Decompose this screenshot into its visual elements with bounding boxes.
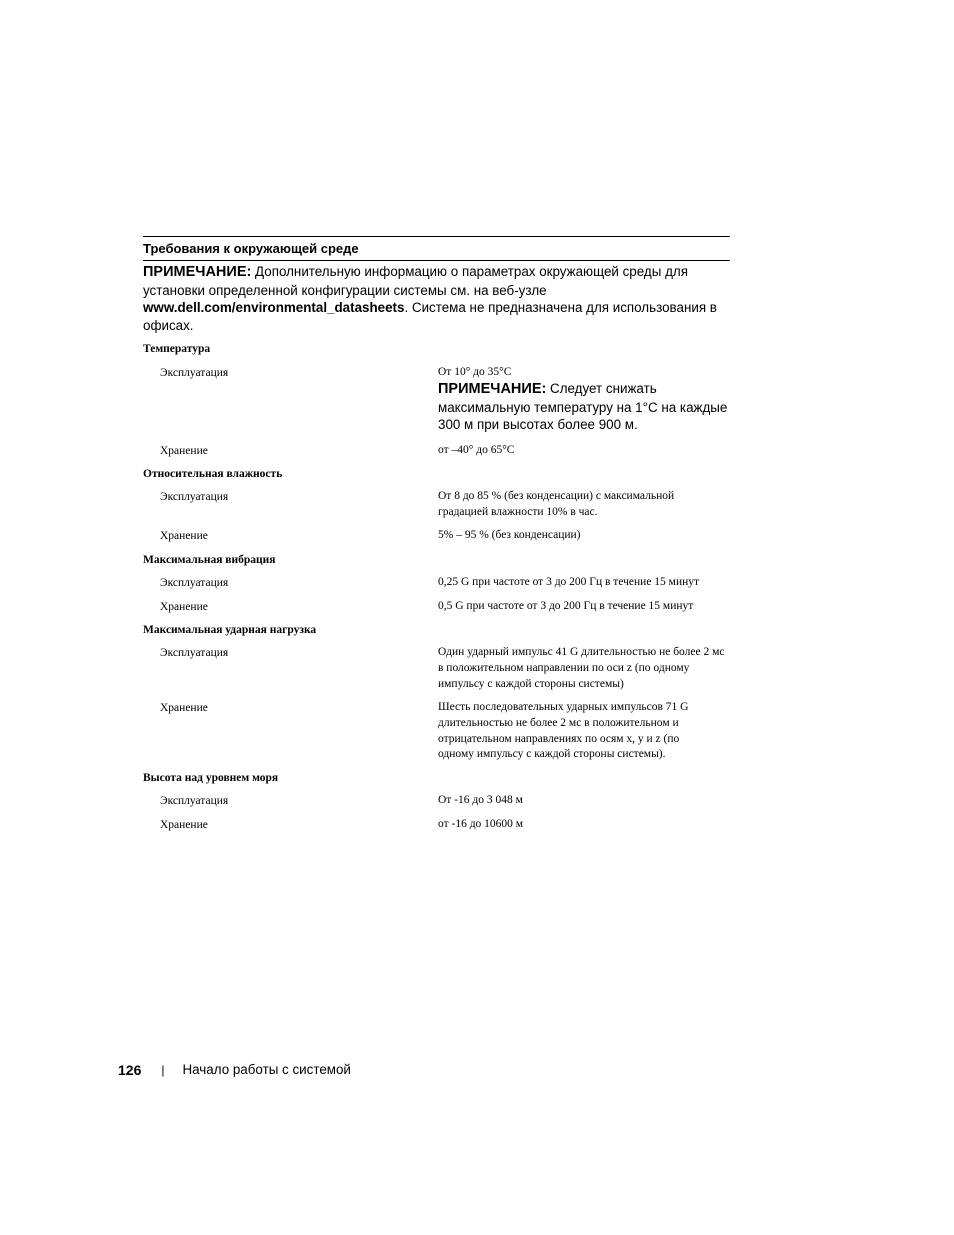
footer-separator: | — [161, 1063, 165, 1077]
row-value-vibration-storage: 0,5 G при частоте от 3 до 200 Гц в течение 15 минут — [438, 600, 694, 612]
row-value-temperature-storage: от –40° до 65°C — [438, 444, 515, 456]
row-label-storage: Хранение — [160, 702, 208, 714]
row-value-humidity-storage: 5% – 95 % (без конденсации) — [438, 529, 581, 541]
row-label-storage: Хранение — [160, 445, 208, 457]
chapter-title: Начало работы с системой — [182, 1062, 351, 1077]
section-heading-humidity: Относительная влажность — [143, 468, 283, 480]
page-footer — [118, 1061, 351, 1079]
section-heading-vibration: Максимальная вибрация — [143, 554, 276, 566]
note-text-after: . Система не предназначена для использования в офисах. — [143, 300, 717, 333]
row-value-altitude-operation: От -16 до 3 048 м — [438, 794, 523, 806]
row-label-storage: Хранение — [160, 530, 208, 542]
table-title: Требования к окружающей среде — [143, 237, 730, 261]
row-label-operation: Эксплуатация — [160, 577, 229, 589]
environment-note — [143, 263, 733, 334]
table-header — [143, 236, 730, 261]
note-text: Дополнительную информацию о параметрах окружающей среды для установки определенной конфигурации системы см. на веб-узле — [143, 264, 688, 298]
row-label-storage: Хранение — [160, 601, 208, 613]
row-value-shock-operation: Один ударный импульс 41 G длительностью не более 2 мс в положительном направлении по оси z (по одному импульсу с каждой стороны системы) — [438, 646, 725, 690]
temperature-note-label: ПРИМЕЧАНИЕ: — [438, 381, 547, 397]
page-number: 126 — [118, 1062, 142, 1078]
temperature-note — [438, 380, 728, 434]
row-label-operation: Эксплуатация — [160, 367, 229, 379]
row-value-vibration-operation: 0,25 G при частоте от 3 до 200 Гц в течение 15 минут — [438, 576, 700, 588]
note-label: ПРИМЕЧАНИЕ: — [143, 264, 252, 280]
row-value-altitude-storage: от -16 до 10600 м — [438, 818, 524, 830]
row-value-temperature-operation: От 10° до 35°C — [438, 366, 512, 378]
temperature-note-text: Следует снижать максимальную температуру на 1°C на каждые 300 м при высотах более 900 м. — [438, 381, 728, 432]
row-label-storage: Хранение — [160, 819, 208, 831]
row-label-operation: Эксплуатация — [160, 647, 229, 659]
section-heading-altitude: Высота над уровнем моря — [143, 772, 279, 784]
row-label-operation: Эксплуатация — [160, 795, 229, 807]
row-value-humidity-operation: От 8 до 85 % (без конденсации) с максимальной градацией влажности 10% в час. — [438, 490, 675, 518]
section-heading-shock: Максимальная ударная нагрузка — [143, 624, 317, 636]
section-heading-temperature: Температура — [143, 343, 211, 355]
datasheets-link[interactable]: www.dell.com/environmental_datasheets — [143, 300, 405, 315]
row-label-operation: Эксплуатация — [160, 491, 229, 503]
row-value-shock-storage: Шесть последовательных ударных импульсов 71 G длительностью не более 2 мс в положительном и отрицательном направлениях по осям x, y и z (по одному импульсу с каждой стороны системы). — [438, 701, 689, 761]
